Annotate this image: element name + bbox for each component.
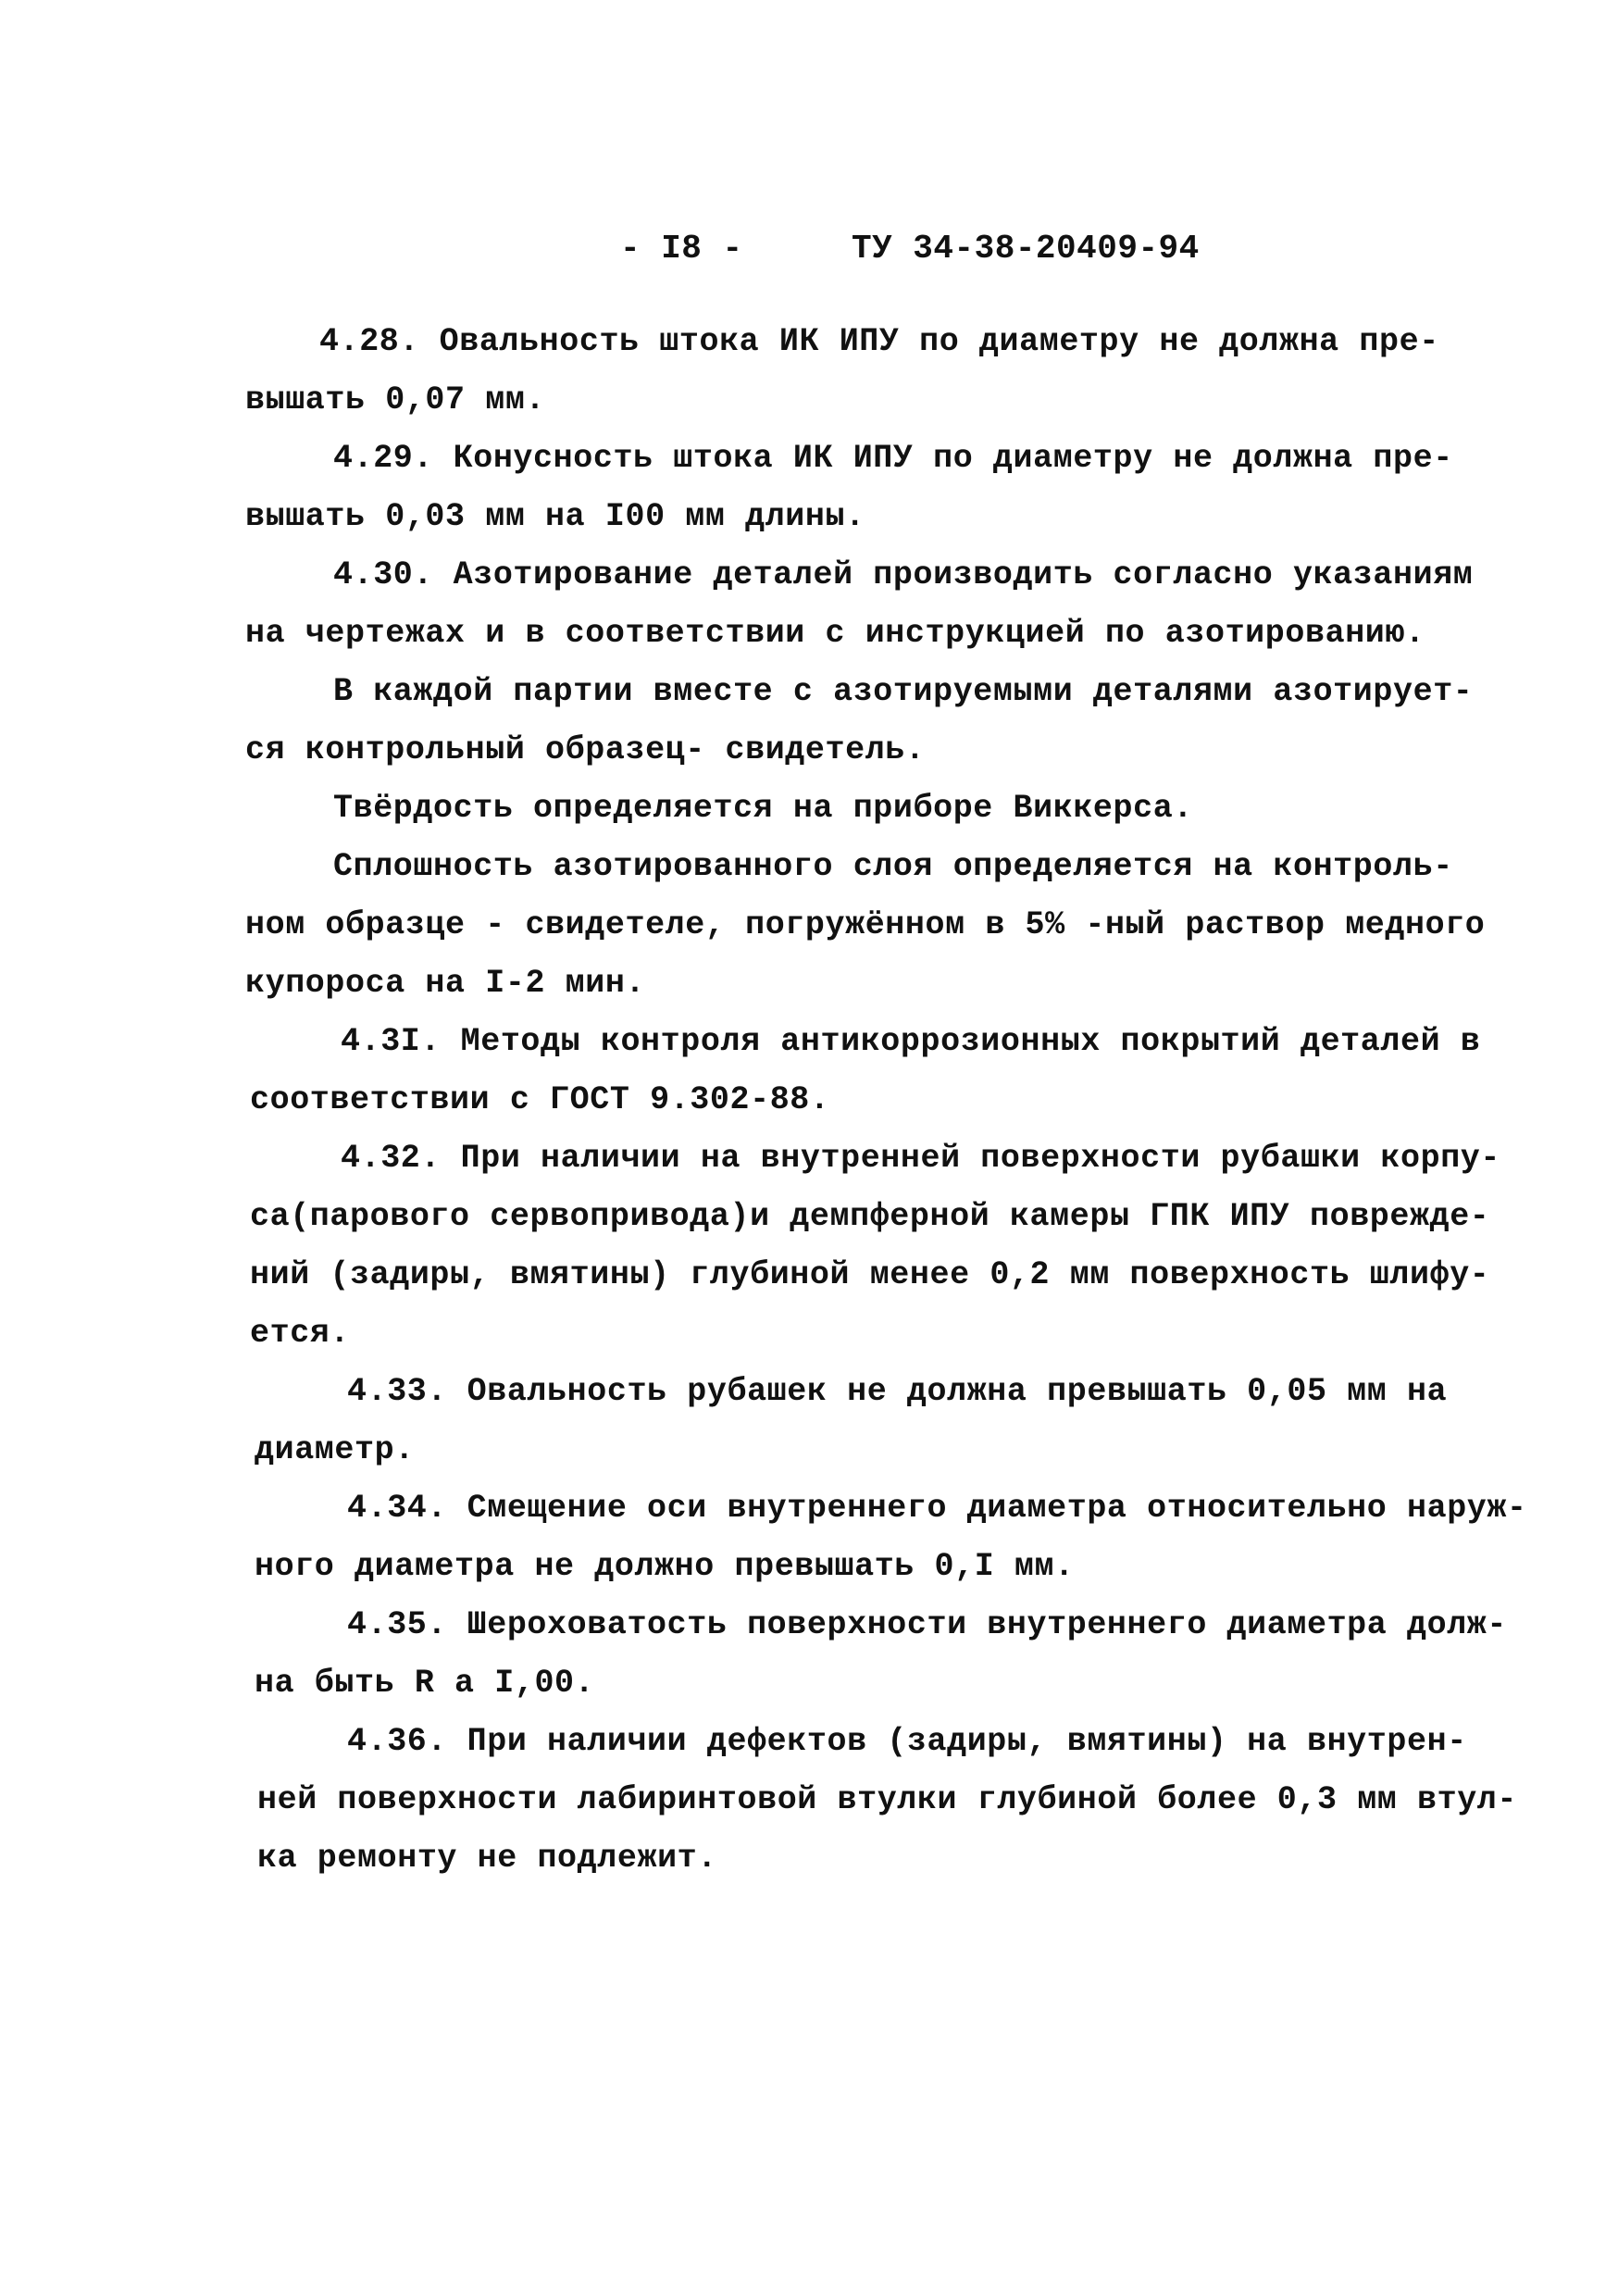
text-line: вышать 0,03 мм на I00 мм длины. — [245, 498, 865, 535]
text-line: ном образце - свидетеле, погружённом в 5% -ный раствор медного — [245, 906, 1486, 943]
page-number: - I8 - — [620, 230, 743, 268]
text-line: В каждой партии вместе с азотируемыми деталями азотирует- — [333, 673, 1474, 710]
text-line: ся контрольный образец- свидетель. — [245, 731, 926, 768]
text-line: ний (задиры, вмятины) глубиной менее 0,2 мм поверхность шлифу- — [250, 1256, 1490, 1293]
text-line: вышать 0,07 мм. — [245, 381, 546, 418]
text-line: ного диаметра не должно превышать 0,I мм. — [255, 1548, 1075, 1585]
page-header — [620, 230, 1200, 268]
text-line: 4.33. Овальность рубашек не должна превышать 0,05 мм на — [347, 1373, 1448, 1410]
text-line: диаметр. — [255, 1431, 415, 1468]
text-line: са(парового сервопривода)и демпферной камеры ГПК ИПУ поврежде- — [250, 1198, 1490, 1235]
text-line: ется. — [250, 1315, 351, 1352]
text-line: на чертежах и в соответствии с инструкцией по азотированию. — [245, 615, 1425, 652]
text-line: ка ремонту не подлежит. — [257, 1840, 717, 1877]
text-line: 4.35. Шероховатость поверхности внутреннего диаметра долж- — [347, 1606, 1507, 1643]
text-line: 4.3I. Методы контроля антикоррозионных покрытий деталей в — [341, 1023, 1481, 1060]
text-line: 4.28. Овальность штока ИК ИПУ по диаметру не должна пре- — [319, 323, 1439, 360]
document-code: ТУ 34-38-20409-94 — [852, 230, 1200, 268]
text-line: 4.36. При наличии дефектов (задиры, вмятины) на внутрен- — [347, 1723, 1467, 1760]
text-line: Сплошность азотированного слоя определяется на контроль- — [333, 848, 1453, 885]
text-line: на быть R а I,00. — [255, 1665, 595, 1702]
text-line: 4.32. При наличии на внутренней поверхности рубашки корпу- — [341, 1140, 1500, 1177]
text-line: 4.30. Азотирование деталей производить согласно указаниям — [333, 556, 1474, 593]
text-line: купороса на I-2 мин. — [245, 965, 646, 1002]
text-line: 4.29. Конусность штока ИК ИПУ по диаметру не должна пре- — [333, 440, 1453, 477]
text-line: соответствии с ГОСТ 9.302-88. — [250, 1081, 830, 1118]
text-line: 4.34. Смещение оси внутреннего диаметра относительно наруж- — [347, 1490, 1527, 1527]
text-line: Твёрдость определяется на приборе Виккерса. — [333, 790, 1193, 827]
text-line: ней поверхности лабиринтовой втулки глубиной более 0,3 мм втул- — [257, 1781, 1518, 1818]
